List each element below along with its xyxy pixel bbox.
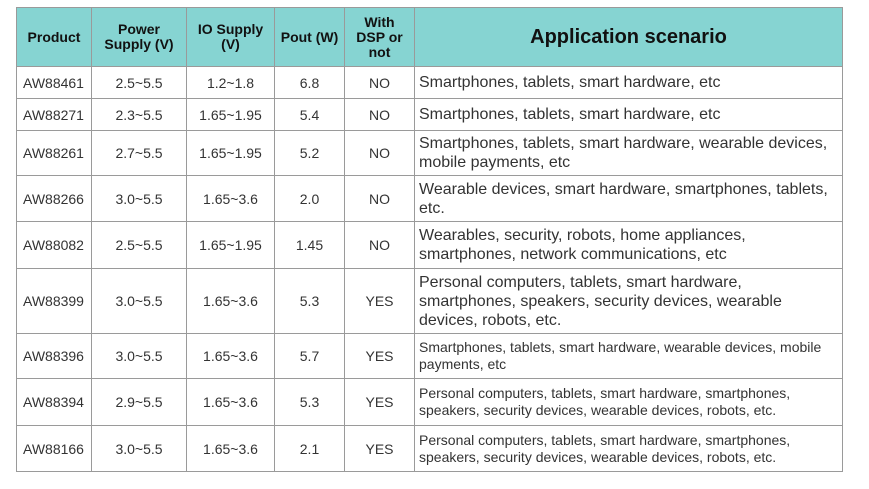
cell-dsp: YES [345,269,415,334]
header-product: Product [17,8,92,67]
cell-dsp: NO [345,67,415,99]
cell-application: Smartphones, tablets, smart hardware, etc [415,99,843,131]
cell-io-supply: 1.2~1.8 [187,67,275,99]
table-row [17,334,843,379]
cell-product: AW88396 [17,334,92,379]
cell-dsp: YES [345,426,415,472]
header-application-scenario: Application scenario [415,8,843,67]
cell-power-supply: 2.3~5.5 [92,99,187,131]
cell-power-supply: 3.0~5.5 [92,269,187,334]
cell-pout: 5.3 [275,269,345,334]
cell-io-supply: 1.65~3.6 [187,334,275,379]
cell-pout: 6.8 [275,67,345,99]
cell-dsp: YES [345,379,415,426]
cell-application: Smartphones, tablets, smart hardware, wearable devices, mobile payments, etc [415,334,843,379]
cell-io-supply: 1.65~3.6 [187,426,275,472]
cell-application: Wearable devices, smart hardware, smartphones, tablets, etc. [415,176,843,222]
cell-dsp: NO [345,131,415,176]
cell-io-supply: 1.65~3.6 [187,176,275,222]
table-row [17,269,843,334]
cell-io-supply: 1.65~1.95 [187,99,275,131]
table-row [17,379,843,426]
cell-product: AW88399 [17,269,92,334]
cell-application: Personal computers, tablets, smart hardware, smartphones, speakers, security devices, wearable devices, robots, etc. [415,426,843,472]
cell-application: Personal computers, tablets, smart hardware, smartphones, speakers, security devices, wearable devices, robots, etc. [415,269,843,334]
cell-product: AW88271 [17,99,92,131]
cell-io-supply: 1.65~1.95 [187,222,275,269]
cell-product: AW88166 [17,426,92,472]
cell-pout: 5.3 [275,379,345,426]
cell-application: Personal computers, tablets, smart hardware, smartphones, speakers, security devices, wearable devices, robots, etc. [415,379,843,426]
table-row [17,426,843,472]
cell-dsp: NO [345,176,415,222]
table-row [17,222,843,269]
cell-pout: 1.45 [275,222,345,269]
cell-application: Smartphones, tablets, smart hardware, etc [415,67,843,99]
cell-pout: 2.1 [275,426,345,472]
table-row [17,131,843,176]
cell-io-supply: 1.65~1.95 [187,131,275,176]
cell-power-supply: 3.0~5.5 [92,426,187,472]
header-io-supply: IO Supply (V) [187,8,275,67]
header-power-supply: Power Supply (V) [92,8,187,67]
cell-pout: 5.4 [275,99,345,131]
cell-pout: 5.7 [275,334,345,379]
cell-io-supply: 1.65~3.6 [187,379,275,426]
cell-power-supply: 2.7~5.5 [92,131,187,176]
cell-pout: 5.2 [275,131,345,176]
cell-dsp: YES [345,334,415,379]
cell-product: AW88394 [17,379,92,426]
product-table-container [16,7,842,472]
cell-power-supply: 2.5~5.5 [92,67,187,99]
cell-power-supply: 3.0~5.5 [92,334,187,379]
table-row [17,99,843,131]
cell-dsp: NO [345,222,415,269]
table-row [17,176,843,222]
cell-power-supply: 2.9~5.5 [92,379,187,426]
cell-product: AW88082 [17,222,92,269]
cell-product: AW88261 [17,131,92,176]
cell-power-supply: 3.0~5.5 [92,176,187,222]
table-row [17,67,843,99]
product-table [16,7,843,472]
cell-dsp: NO [345,99,415,131]
header-pout: Pout (W) [275,8,345,67]
cell-product: AW88266 [17,176,92,222]
cell-application: Wearables, security, robots, home appliances, smartphones, network communications, etc [415,222,843,269]
cell-io-supply: 1.65~3.6 [187,269,275,334]
cell-power-supply: 2.5~5.5 [92,222,187,269]
cell-pout: 2.0 [275,176,345,222]
cell-product: AW88461 [17,67,92,99]
cell-application: Smartphones, tablets, smart hardware, wearable devices, mobile payments, etc [415,131,843,176]
header-row [17,8,843,67]
header-dsp: With DSP or not [345,8,415,67]
